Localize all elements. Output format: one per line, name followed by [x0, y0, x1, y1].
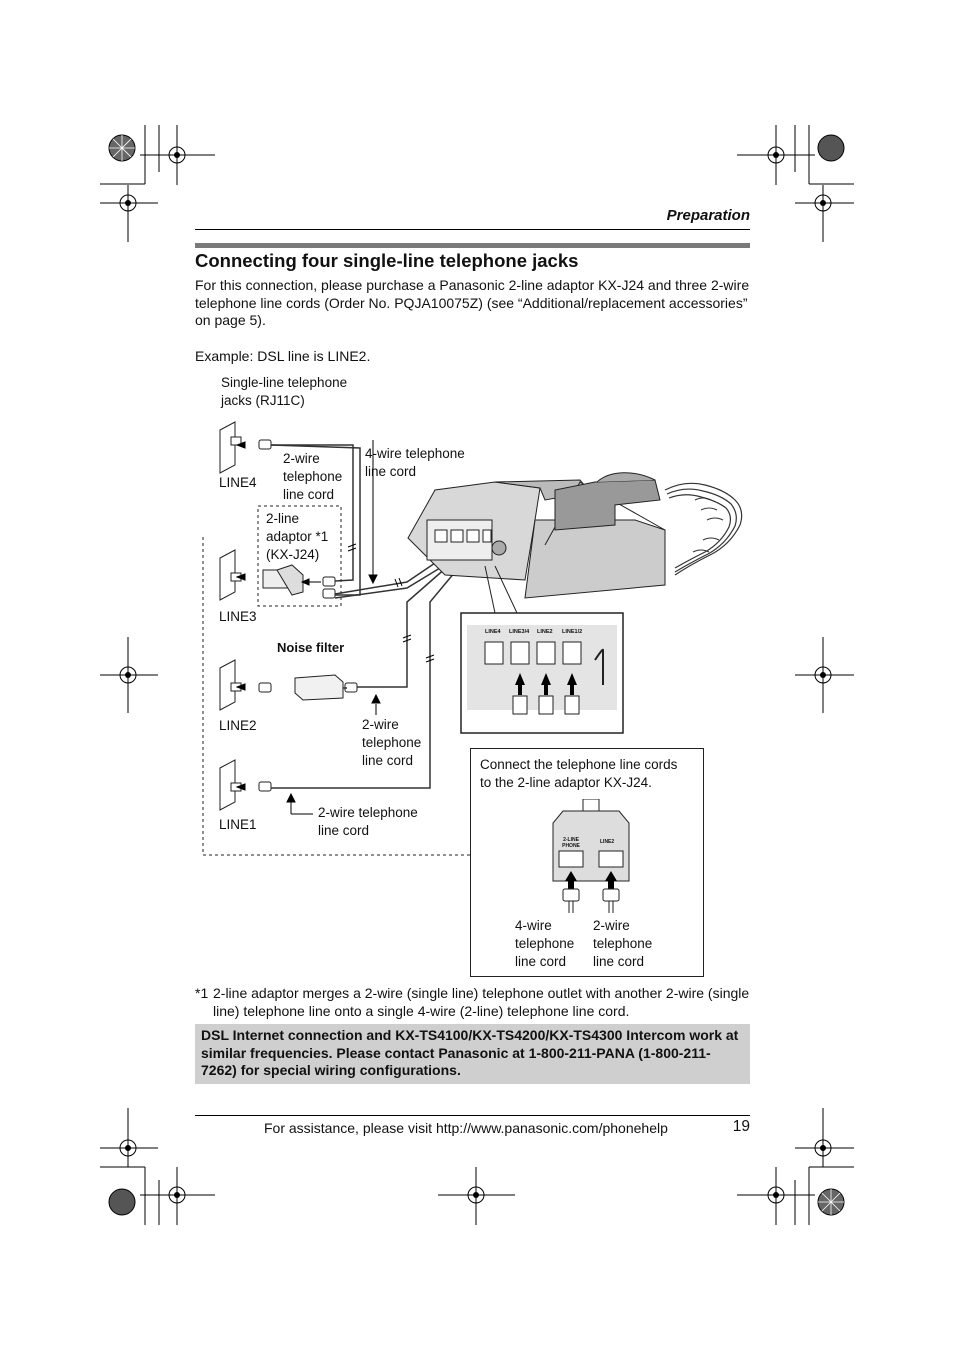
footnote [195, 985, 750, 1020]
port-label-line12: LINE1/2 [562, 629, 583, 635]
adaptor-label-2: adaptor *1 [266, 529, 329, 544]
cord-2wire-top-3: line cord [283, 487, 335, 502]
adaptor-cord-left-1: 4-wire [515, 918, 552, 933]
cord-2wire-top-2: telephone [283, 469, 343, 484]
header-rule [195, 229, 750, 230]
adaptor-box-text-1: Connect the telephone line cords [480, 757, 678, 772]
jacks-label-line1: Single-line telephone [221, 375, 348, 390]
cord-2wire-top-1: 2-wire [283, 451, 320, 466]
footnote-text: 2-line adaptor merges a 2-wire (single line) telephone outlet with another 2-wire (single line) telephone line onto a single 4-wire (2-line) telephone line cord. [213, 985, 750, 1019]
cord-2wire-bottom-1: 2-wire telephone [318, 805, 418, 820]
example-text: Example: DSL line is LINE2. [195, 348, 371, 364]
cord-4wire-1: 4-wire telephone [365, 446, 465, 461]
adaptor-label-3: (KX-J24) [266, 547, 320, 562]
adaptor-label-1: 2-line [266, 511, 300, 526]
line3-label: LINE3 [219, 609, 257, 624]
dsl-notice-box [195, 1024, 750, 1084]
dsl-notice-text: DSL Internet connection and KX-TS4100/KX-TS4200/KX-TS4300 Intercom work at similar frequencies. Please contact Panasonic at 1-800-211-PANA (1-800-211-7262) for special wiring configurations. [201, 1027, 739, 1078]
footer-help-text: For assistance, please visit http://www.panasonic.com/phonehelp [264, 1120, 668, 1136]
jacks-label-line2: jacks (RJ11C) [221, 393, 305, 408]
cord-2wire-bottom-2: line cord [318, 823, 370, 838]
adaptor-cord-right-2: telephone [593, 936, 653, 951]
adaptor-port-line2: LINE2 [600, 839, 615, 845]
intro-paragraph: For this connection, please purchase a Panasonic 2-line adaptor KX-J24 and three 2-wire telephone line cords (Order No. PQJA10075Z) (see “Additional/replacement accessories” on page 5). [195, 277, 750, 328]
page-title: Connecting four single-line telephone jacks [195, 250, 579, 271]
adaptor-cord-left-2: telephone [515, 936, 575, 951]
adaptor-box-text-2: to the 2-line adaptor KX-J24. [480, 775, 652, 790]
page-number: 19 [732, 1118, 750, 1135]
line4-label: LINE4 [219, 475, 257, 490]
port-label-line34: LINE3/4 [509, 629, 530, 635]
cord-4wire-2: line cord [365, 464, 417, 479]
adaptor-cord-right-3: line cord [593, 954, 645, 969]
line1-label: LINE1 [219, 817, 257, 832]
section-label: Preparation [666, 207, 750, 224]
footer-rule [195, 1115, 750, 1116]
footnote-mark: *1 [195, 985, 209, 1001]
cord-2wire-mid-1: 2-wire [362, 717, 399, 732]
adaptor-illustration [541, 799, 641, 914]
port-label-line2: LINE2 [537, 629, 553, 635]
cord-2wire-mid-3: line cord [362, 753, 414, 768]
adaptor-cord-left-3: line cord [515, 954, 567, 969]
cord-2wire-mid-2: telephone [362, 735, 422, 750]
title-bar [195, 243, 750, 248]
line2-label: LINE2 [219, 718, 257, 733]
adaptor-cord-right-1: 2-wire [593, 918, 630, 933]
adaptor-port-2line-phone: 2-LINE PHONE [562, 837, 580, 849]
adaptor-detail-box [470, 748, 704, 977]
port-label-line4: LINE4 [485, 629, 501, 635]
noise-filter-label: Noise filter [277, 640, 345, 655]
